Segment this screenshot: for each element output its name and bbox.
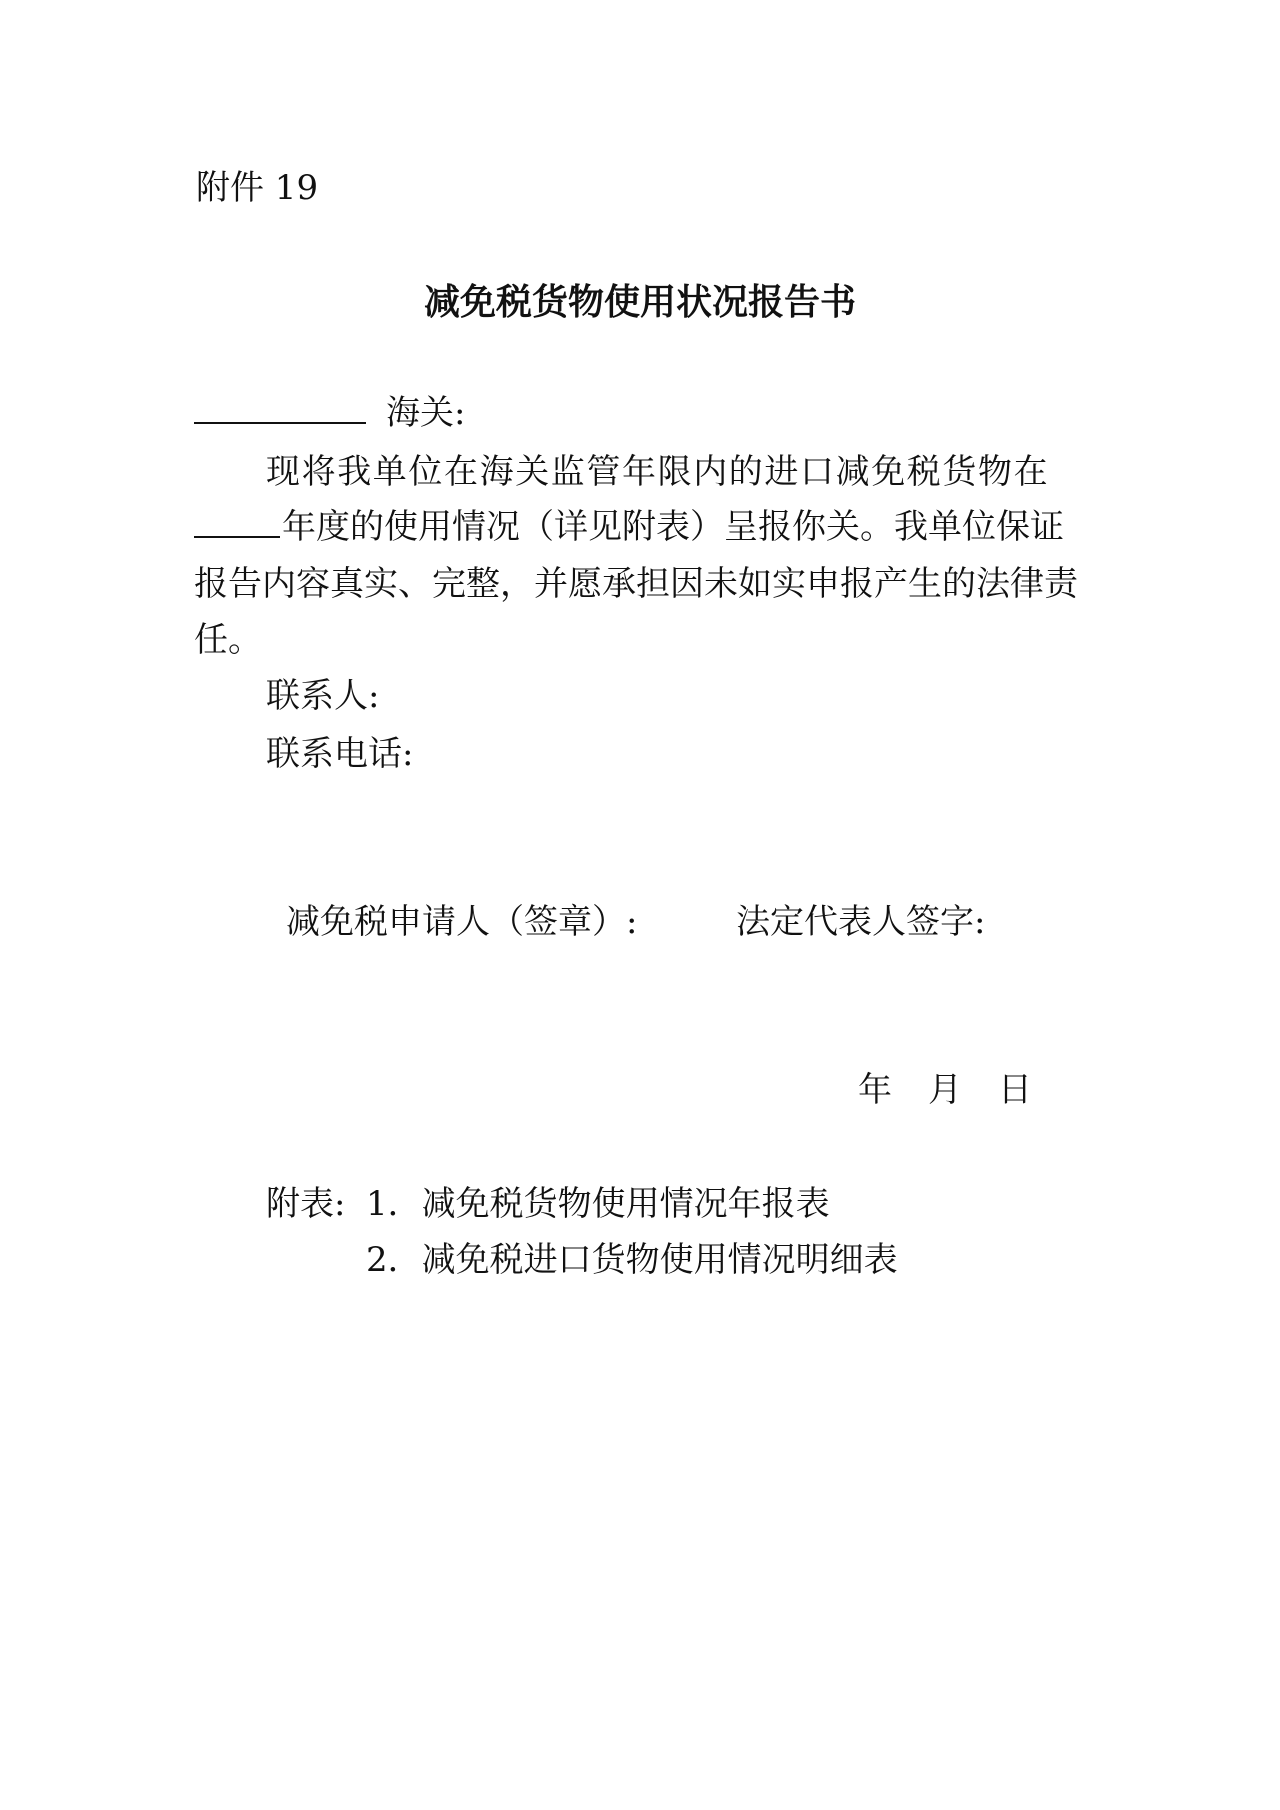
contact-person-label: 联系人: — [266, 676, 380, 716]
body-line-3: 报告内容真实、完整，并愿承担因未如实申报产生的法律责 — [194, 564, 1078, 604]
body-line-1: 现将我单位在海关监管年限内的进口减免税货物在 — [266, 452, 1050, 492]
legal-representative-signature-label: 法定代表人签字: — [736, 902, 986, 942]
date-month: 月 — [928, 1070, 962, 1110]
date-day: 日 — [998, 1070, 1032, 1110]
addressee-line — [194, 392, 465, 433]
attachment-item-1: 1．减免税货物使用情况年报表 — [366, 1184, 830, 1224]
document-title: 减免税货物使用状况报告书 — [423, 282, 856, 323]
body-line-4: 任。 — [194, 620, 262, 660]
attachment-item-2: 2．减免税进口货物使用情况明细表 — [366, 1240, 898, 1280]
addressee-suffix: 海关: — [386, 393, 466, 433]
attachment-label: 附件 19 — [196, 168, 319, 208]
year-blank — [194, 506, 280, 538]
body-line-2-container — [194, 506, 1064, 547]
body-line-2: 年度的使用情况（详见附表）呈报你关。我单位保证 — [282, 507, 1064, 547]
applicant-signature-label: 减免税申请人（签章）: — [286, 902, 638, 942]
date-year: 年 — [858, 1070, 892, 1110]
customs-name-blank — [194, 392, 366, 424]
contact-phone-label: 联系电话: — [266, 734, 414, 774]
attachments-label: 附表: — [266, 1184, 346, 1224]
